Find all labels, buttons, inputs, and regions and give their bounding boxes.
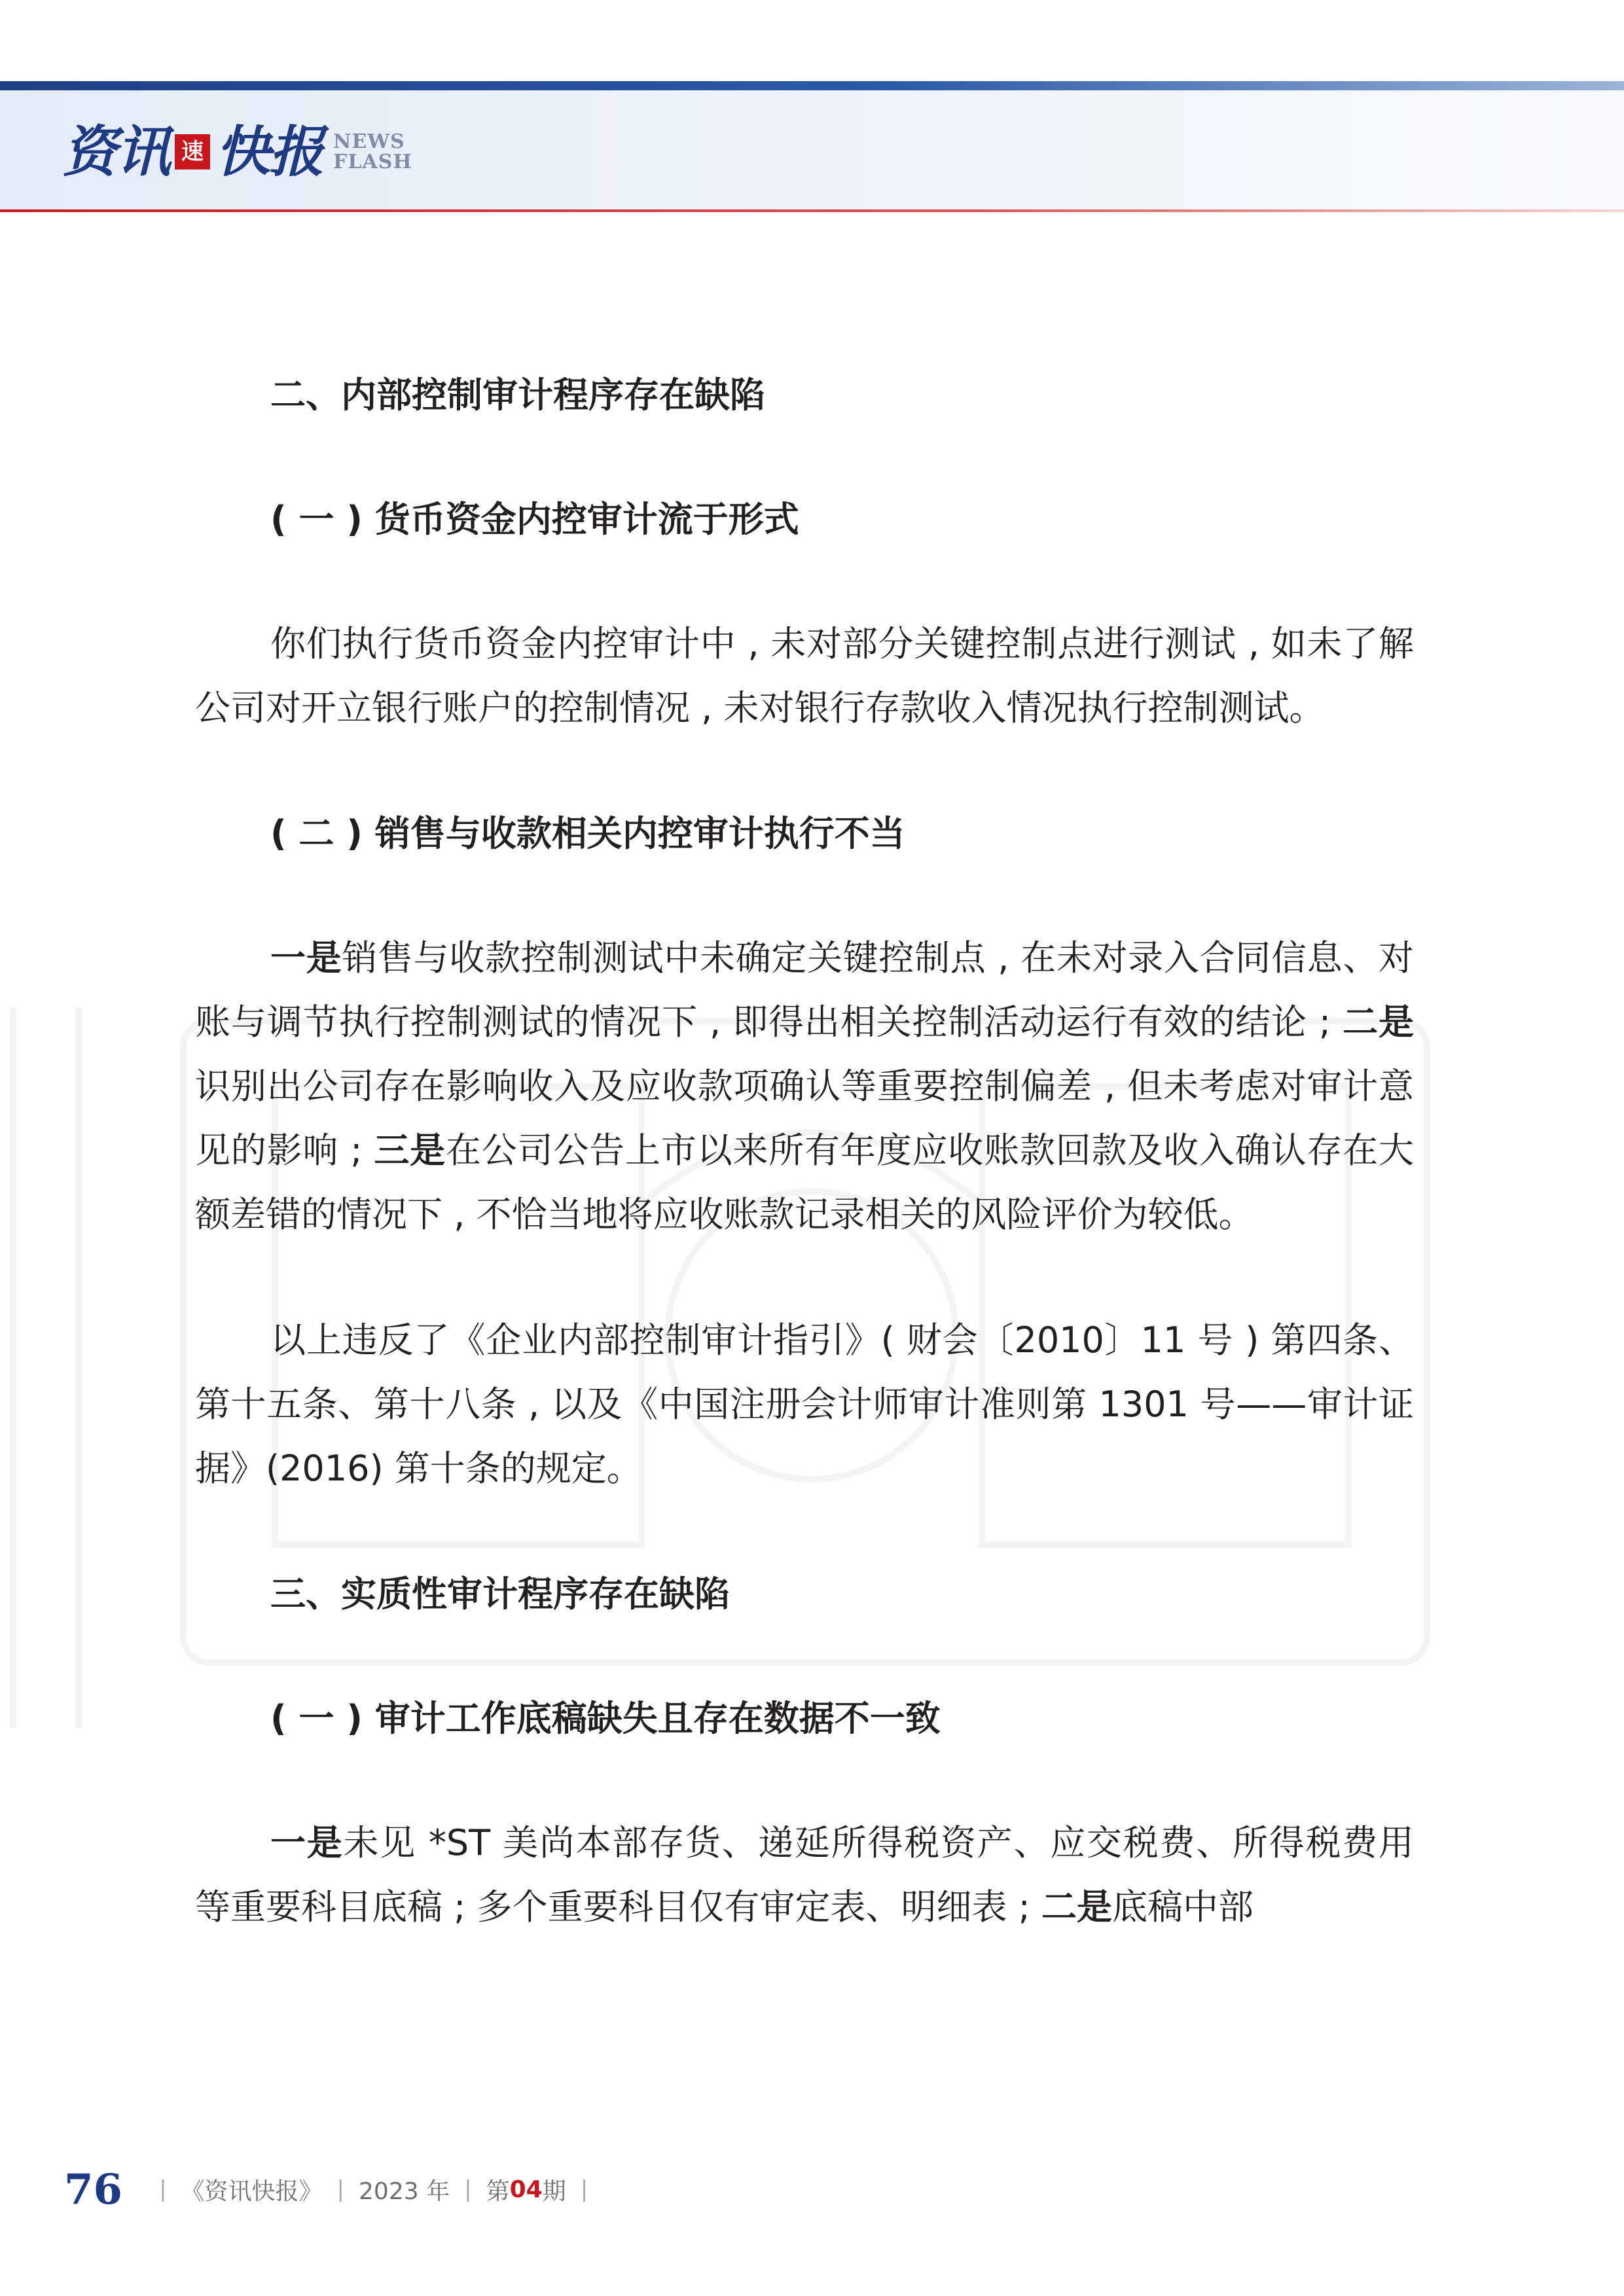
masthead-english-tag	[333, 132, 412, 173]
page-number: 76	[64, 2164, 123, 2214]
lead-third: 三是	[374, 1130, 446, 1171]
masthead-title-part2: 快报	[215, 119, 323, 184]
footer-separator: |	[336, 2176, 345, 2202]
masthead-english-line1: NEWS	[333, 130, 405, 153]
footer-separator: |	[464, 2176, 472, 2202]
footer-publication: 《资讯快报》	[181, 2178, 323, 2205]
lead-first: 一是	[270, 937, 342, 978]
footer-separator: |	[159, 2176, 167, 2202]
page-footer	[64, 2160, 602, 2219]
subsection-heading-2-2: ( 二 ) 销售与收款相关内控审计执行不当	[270, 813, 905, 854]
footer-year: 2023 年	[359, 2178, 450, 2205]
paragraph-2-1: 你们执行货币资金内控审计中 , 未对部分关键控制点进行测试 , 如未了解公司对开立银行账户的控制情况 , 未对银行存款收入情况执行控制测试。	[195, 623, 1414, 728]
masthead-title-part1: 资讯	[62, 119, 170, 184]
paragraph-2-2	[195, 926, 1414, 1247]
paragraph-violation: 以上违反了《企业内部控制审计指引》( 财会〔2010〕11 号 ) 第四条、第十五条、第十八条 , 以及《中国注册会计师审计准则第 1301 号——审计证据》(2016) 第十条的规定。	[195, 1319, 1414, 1489]
paragraph-3-1	[195, 1811, 1414, 1939]
footer-issue-number: 04	[509, 2176, 543, 2203]
footer-separator: |	[580, 2176, 588, 2202]
subsection-heading-2-1: ( 一 ) 货币资金内控审计流于形式	[270, 499, 799, 540]
section-heading-3: 三、实质性审计程序存在缺陷	[270, 1573, 730, 1615]
footer-issue-prefix: 第	[486, 2178, 510, 2205]
masthead-english-line2: FLASH	[333, 151, 412, 173]
footer-issue-suffix: 期	[542, 2178, 566, 2205]
masthead	[62, 113, 412, 191]
paragraph-2-2-text1: 销售与收款控制测试中未确定关键控制点 , 在未对录入合同信息、对账与调节执行控制测试的情况下 , 即得出相关控制活动运行有效的结论 ;	[195, 937, 1414, 1043]
lead-second: 二是	[1041, 1886, 1113, 1928]
lead-first: 一是	[270, 1822, 344, 1863]
paragraph-2-2-text2: 识别出公司存在影响收入及应收款项确认等重要控制偏差 , 但未考虑对审计意见的影响 ;	[195, 1066, 1414, 1171]
paragraph-2-2-text3: 在公司公告上市以来所有年度应收账款回款及收入确认存在大额差错的情况下 , 不恰当地将应收账款记录相关的风险评价为较低。	[195, 1130, 1415, 1235]
section-heading-2: 二、内部控制审计程序存在缺陷	[270, 374, 765, 416]
masthead-seal-icon: 速	[175, 134, 210, 170]
article-body	[195, 363, 1414, 1939]
paragraph-3-1-text1: 未见 *ST 美尚本部存货、递延所得税资产、应交税费、所得税费用等重要科目底稿 ; 多个重要科目仅有审定表、明细表 ;	[195, 1822, 1415, 1928]
header-top-rule	[0, 81, 1624, 90]
paragraph-3-1-text2: 底稿中部	[1112, 1886, 1254, 1928]
header-red-rule	[0, 209, 1624, 212]
subsection-heading-3-1: ( 一 ) 审计工作底稿缺失且存在数据不一致	[270, 1698, 941, 1739]
lead-second: 二是	[1343, 1001, 1414, 1043]
